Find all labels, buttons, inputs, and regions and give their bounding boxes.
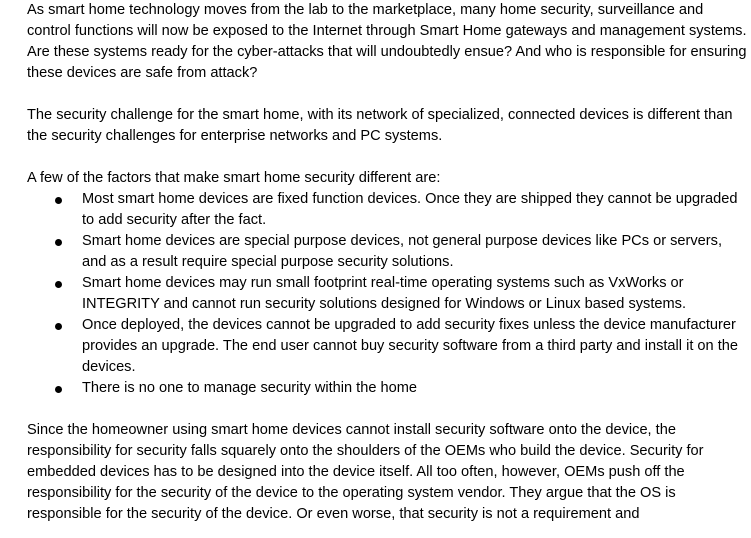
list-item-text: Most smart home devices are fixed function devices. Once they are shipped they cannot be upgraded to add security after the fact. [82, 191, 738, 228]
factors-list [27, 189, 749, 399]
bullet-icon [55, 323, 62, 330]
document-body [27, 0, 749, 525]
list-item-text: There is no one to manage security within the home [82, 380, 418, 396]
list-item [27, 189, 749, 231]
bullet-icon [55, 386, 62, 393]
paragraph-intro: As smart home technology moves from the lab to the marketplace, many home security, surveillance and control functions will now be exposed to the Internet through Smart Home gateways and management systems. Are these systems ready for the cyber-attacks that will undoubtedly ensue? And who is responsible for ensuring these devices are safe from attack? [27, 2, 747, 81]
bullet-icon [55, 239, 62, 246]
list-item [27, 378, 749, 399]
paragraph-security-challenge: The security challenge for the smart home, with its network of specialized, connected devices is different than the security challenges for enterprise networks and PC systems. [27, 107, 733, 144]
bullet-icon [55, 281, 62, 288]
list-item [27, 315, 749, 378]
list-item [27, 273, 749, 315]
list-item-text: Smart home devices may run small footprint real-time operating systems such as VxWorks or INTEGRITY and cannot run security solutions designed for Windows or Linux based systems. [82, 275, 687, 312]
list-item [27, 231, 749, 273]
paragraph-closing: Since the homeowner using smart home devices cannot install security software onto the device, the responsibility for security falls squarely onto the shoulders of the OEMs who build the device. Security for embedded devices has to be designed into the device itself. All too often, however, OEMs push off the responsibility for the security of the device to the operating system vendor. They argue that the OS is responsible for the security of the device. Or even worse, that security is not a requirement and [27, 422, 704, 522]
list-intro: A few of the factors that make smart home security different are: [27, 170, 441, 186]
list-item-text: Once deployed, the devices cannot be upgraded to add security fixes unless the device manufacturer provides an upgrade. The end user cannot buy security software from a third party and install it on the devices. [82, 317, 739, 375]
list-item-text: Smart home devices are special purpose devices, not general purpose devices like PCs or servers, and as a result require special purpose security solutions. [82, 233, 723, 270]
bullet-icon [55, 197, 62, 204]
